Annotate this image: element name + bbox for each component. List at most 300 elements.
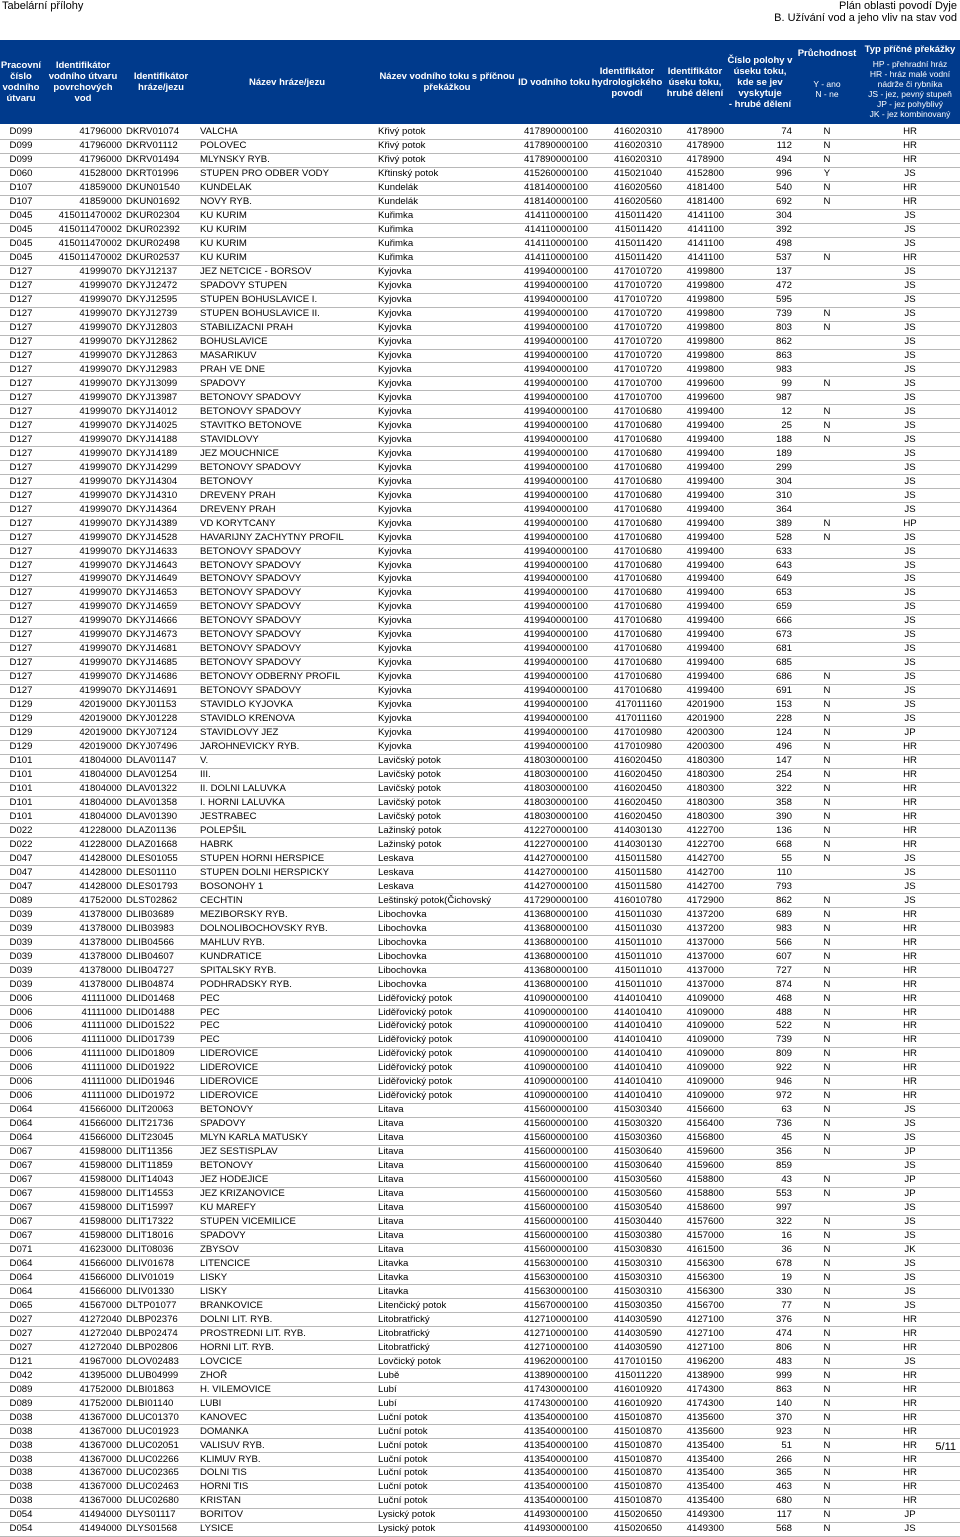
cell-dam-id: DLIT20063 [124, 1103, 198, 1117]
cell-stream-id: 419940000100 [518, 684, 590, 698]
cell-position-number: 389 [726, 517, 794, 531]
cell-dam-name: BETONOVY SPADOVY [198, 656, 376, 670]
cell-position-number: 685 [726, 656, 794, 670]
cell-stream-id: 414110000100 [518, 251, 590, 265]
cell-water-body-id: 41367000 [42, 1494, 124, 1508]
cell-stream-id: 419940000100 [518, 307, 590, 321]
cell-dam-name: STAVIDLOVY JEZ [198, 726, 376, 740]
cell-stream-id: 414110000100 [518, 223, 590, 237]
cell-work-number: D127 [0, 656, 42, 670]
cell-section-id: 4156600 [664, 1103, 726, 1117]
cell-section-id: 4180300 [664, 796, 726, 810]
cell-passability: N [794, 894, 860, 908]
cell-passability: N [794, 1131, 860, 1145]
cell-hydro-basin-id: 415030560 [590, 1173, 664, 1187]
cell-position-number: 365 [726, 1467, 794, 1481]
cell-passability: N [794, 1480, 860, 1494]
cell-water-body-id: 41111000 [42, 1089, 124, 1103]
table-row [0, 1006, 960, 1020]
cell-stream-name: Kyjovka [376, 573, 518, 587]
cell-passability: N [794, 1089, 860, 1103]
cell-barrier-type: HR [860, 1089, 960, 1103]
cell-position-number: 390 [726, 810, 794, 824]
cell-section-id: 4141100 [664, 237, 726, 251]
cell-stream-id: 413680000100 [518, 922, 590, 936]
cell-stream-name: Kundelák [376, 181, 518, 195]
cell-hydro-basin-id: 417010680 [590, 670, 664, 684]
cell-barrier-type: HR [860, 1397, 960, 1411]
cell-hydro-basin-id: 415011220 [590, 1369, 664, 1383]
cell-dam-name: SPADOVY [198, 377, 376, 391]
cell-position-number: 736 [726, 1117, 794, 1131]
cell-dam-id: DKYJ13987 [124, 391, 198, 405]
cell-barrier-type: JS [860, 670, 960, 684]
cell-position-number: 136 [726, 824, 794, 838]
cell-dam-id: DLIB04566 [124, 936, 198, 950]
cell-stream-id: 418030000100 [518, 782, 590, 796]
cell-section-id: 4109000 [664, 1061, 726, 1075]
cell-dam-id: DKRT01996 [124, 167, 198, 181]
col-header-water-body-id: Identifikátor vodního útvaru povrchových vod [48, 60, 118, 104]
cell-passability [794, 656, 860, 670]
cell-stream-name: Litavka [376, 1271, 518, 1285]
cell-work-number: D127 [0, 489, 42, 503]
cell-dam-id: DLIT11356 [124, 1145, 198, 1159]
cell-hydro-basin-id: 415021040 [590, 167, 664, 181]
table-row [0, 545, 960, 559]
cell-work-number: D022 [0, 824, 42, 838]
cell-passability: N [794, 1508, 860, 1522]
cell-work-number: D045 [0, 237, 42, 251]
cell-section-id: 4159600 [664, 1159, 726, 1173]
cell-passability [794, 586, 860, 600]
cell-work-number: D022 [0, 838, 42, 852]
cell-water-body-id: 41367000 [42, 1480, 124, 1494]
cell-dam-name: KUNDRATICE [198, 950, 376, 964]
cell-stream-name: Liděřovický potok [376, 1089, 518, 1103]
cell-dam-id: DKYJ14686 [124, 670, 198, 684]
cell-work-number: D127 [0, 559, 42, 573]
cell-stream-id: 410900000100 [518, 992, 590, 1006]
cell-dam-id: DLUC01370 [124, 1411, 198, 1425]
cell-work-number: D038 [0, 1480, 42, 1494]
cell-work-number: D099 [0, 139, 42, 153]
cell-passability: N [794, 950, 860, 964]
cell-barrier-type: HR [860, 1020, 960, 1034]
cell-stream-id: 415630000100 [518, 1285, 590, 1299]
cell-section-id: 4181400 [664, 195, 726, 209]
table-row [0, 1341, 960, 1355]
cell-work-number: D101 [0, 754, 42, 768]
table-row [0, 279, 960, 293]
cell-stream-id: 418140000100 [518, 195, 590, 209]
cell-position-number: 946 [726, 1075, 794, 1089]
cell-water-body-id: 41598000 [42, 1145, 124, 1159]
cell-stream-name: Luční potok [376, 1480, 518, 1494]
cell-dam-name: JEZ NETCICE - BORSOV [198, 265, 376, 279]
cell-stream-id: 412270000100 [518, 838, 590, 852]
cell-work-number: D064 [0, 1103, 42, 1117]
cell-passability [794, 391, 860, 405]
cell-dam-name: STUPEN BOHUSLAVICE II. [198, 307, 376, 321]
table-row [0, 852, 960, 866]
cell-stream-id: 413890000100 [518, 1369, 590, 1383]
header-right-subtitle: B. Užívání vod a jeho vliv na stav vod [774, 12, 957, 24]
cell-stream-id: 419940000100 [518, 600, 590, 614]
cell-stream-name: Lysický potok [376, 1522, 518, 1536]
cell-work-number: D006 [0, 1089, 42, 1103]
cell-section-id: 4137200 [664, 908, 726, 922]
cell-position-number: 862 [726, 335, 794, 349]
cell-stream-id: 419940000100 [518, 433, 590, 447]
cell-passability: N [794, 1355, 860, 1369]
cell-stream-name: Litenčický potok [376, 1299, 518, 1313]
cell-stream-name: Kyjovka [376, 642, 518, 656]
cell-water-body-id: 41967000 [42, 1355, 124, 1369]
cell-dam-id: DKYJ12862 [124, 335, 198, 349]
cell-position-number: 553 [726, 1187, 794, 1201]
cell-stream-name: Lavičský potok [376, 768, 518, 782]
cell-dam-id: DKUR02392 [124, 223, 198, 237]
cell-water-body-id: 41999070 [42, 642, 124, 656]
cell-hydro-basin-id: 414010410 [590, 1075, 664, 1089]
passability-legend: Y - ano N - ne [813, 79, 841, 99]
cell-work-number: D107 [0, 181, 42, 195]
cell-stream-name: Kyjovka [376, 517, 518, 531]
cell-stream-name: Leštinský potok(Čichovský [376, 894, 518, 908]
cell-barrier-type: HR [860, 950, 960, 964]
cell-dam-name: JEZ MOUCHNICE [198, 447, 376, 461]
cell-hydro-basin-id: 417010720 [590, 335, 664, 349]
cell-section-id: 4199800 [664, 293, 726, 307]
cell-stream-id: 419940000100 [518, 475, 590, 489]
table-row [0, 880, 960, 894]
cell-hydro-basin-id: 417010680 [590, 503, 664, 517]
cell-work-number: D006 [0, 992, 42, 1006]
cell-stream-id: 419940000100 [518, 405, 590, 419]
cell-work-number: D127 [0, 349, 42, 363]
cell-passability: N [794, 1313, 860, 1327]
cell-position-number: 112 [726, 139, 794, 153]
cell-barrier-type: JS [860, 237, 960, 251]
cell-section-id: 4137000 [664, 978, 726, 992]
cell-dam-name: DREVENY PRAH [198, 489, 376, 503]
cell-stream-name: Litava [376, 1243, 518, 1257]
table-body [0, 126, 960, 1536]
cell-dam-name: NOVY RYB. [198, 195, 376, 209]
cell-dam-id: DLAV01322 [124, 782, 198, 796]
cell-barrier-type: JS [860, 531, 960, 545]
cell-section-id: 4200300 [664, 726, 726, 740]
cell-section-id: 4180300 [664, 754, 726, 768]
cell-dam-name: BETONOVY [198, 1159, 376, 1173]
barrier-type-legend: HP - přehradní hráz HR - hráz malé vodní nádrže či rybníka JS - jez, pevný stupeň JP - jez pohyblivý JK - jez kombinovaný [868, 59, 952, 119]
cell-section-id: 4137000 [664, 950, 726, 964]
cell-stream-name: Liděřovický potok [376, 1006, 518, 1020]
cell-position-number: 137 [726, 265, 794, 279]
cell-section-id: 4199400 [664, 586, 726, 600]
cell-barrier-type: HR [860, 1327, 960, 1341]
cell-dam-name: LUBI [198, 1397, 376, 1411]
cell-water-body-id: 41598000 [42, 1229, 124, 1243]
cell-passability [794, 600, 860, 614]
table-row [0, 586, 960, 600]
cell-dam-id: DLST02862 [124, 894, 198, 908]
table-row [0, 1369, 960, 1383]
cell-water-body-id: 41999070 [42, 573, 124, 587]
cell-dam-name: STAVIDLO KYJOVKA [198, 698, 376, 712]
cell-water-body-id: 41598000 [42, 1187, 124, 1201]
table-row [0, 1313, 960, 1327]
table-row [0, 433, 960, 447]
cell-hydro-basin-id: 415011420 [590, 209, 664, 223]
cell-dam-name: PEC [198, 1020, 376, 1034]
cell-stream-id: 417430000100 [518, 1397, 590, 1411]
cell-work-number: D089 [0, 1397, 42, 1411]
cell-dam-id: DLIT17322 [124, 1215, 198, 1229]
cell-section-id: 4199800 [664, 321, 726, 335]
cell-hydro-basin-id: 414010410 [590, 1047, 664, 1061]
cell-dam-name: HORNI LIT. RYB. [198, 1341, 376, 1355]
table-row [0, 1103, 960, 1117]
cell-water-body-id: 41111000 [42, 1033, 124, 1047]
cell-position-number: 987 [726, 391, 794, 405]
table-row [0, 126, 960, 139]
cell-dam-name: KU KURIM [198, 209, 376, 223]
cell-work-number: D067 [0, 1201, 42, 1215]
cell-water-body-id: 41999070 [42, 321, 124, 335]
cell-work-number: D127 [0, 265, 42, 279]
cell-stream-id: 413680000100 [518, 936, 590, 950]
cell-hydro-basin-id: 416020560 [590, 195, 664, 209]
cell-passability [794, 447, 860, 461]
cell-barrier-type: JP [860, 1173, 960, 1187]
cell-work-number: D101 [0, 810, 42, 824]
cell-dam-id: DLIB04607 [124, 950, 198, 964]
cell-water-body-id: 41367000 [42, 1467, 124, 1481]
cell-barrier-type: HR [860, 810, 960, 824]
cell-passability: N [794, 1453, 860, 1467]
table-row [0, 964, 960, 978]
cell-dam-id: DLID01809 [124, 1047, 198, 1061]
cell-dam-name: BETONOVY SPADOVY [198, 405, 376, 419]
cell-dam-id: DKYJ14633 [124, 545, 198, 559]
cell-stream-id: 410900000100 [518, 1089, 590, 1103]
cell-passability [794, 237, 860, 251]
cell-dam-id: DLID01946 [124, 1075, 198, 1089]
cell-hydro-basin-id: 416020450 [590, 782, 664, 796]
cell-water-body-id: 41752000 [42, 1383, 124, 1397]
cell-stream-name: Liděřovický potok [376, 1075, 518, 1089]
cell-barrier-type: HR [860, 181, 960, 195]
cell-stream-name: Kyjovka [376, 656, 518, 670]
cell-water-body-id: 41367000 [42, 1425, 124, 1439]
cell-section-id: 4109000 [664, 1006, 726, 1020]
cell-work-number: D045 [0, 209, 42, 223]
table-row [0, 307, 960, 321]
cell-position-number: 923 [726, 1425, 794, 1439]
cell-hydro-basin-id: 417010680 [590, 489, 664, 503]
cell-water-body-id: 41228000 [42, 824, 124, 838]
cell-dam-id: DLIV01019 [124, 1271, 198, 1285]
cell-section-id: 4142700 [664, 880, 726, 894]
cell-dam-name: LIDEROVICE [198, 1047, 376, 1061]
cell-position-number: 147 [726, 754, 794, 768]
cell-dam-id: DLUC02266 [124, 1453, 198, 1467]
cell-section-id: 4199400 [664, 489, 726, 503]
cell-passability: N [794, 1425, 860, 1439]
cell-position-number: 16 [726, 1229, 794, 1243]
cell-stream-name: Lubí [376, 1383, 518, 1397]
cell-position-number: 680 [726, 1494, 794, 1508]
cell-hydro-basin-id: 415011420 [590, 251, 664, 265]
cell-hydro-basin-id: 415011580 [590, 852, 664, 866]
cell-water-body-id: 41598000 [42, 1215, 124, 1229]
cell-position-number: 463 [726, 1480, 794, 1494]
cell-work-number: D127 [0, 307, 42, 321]
cell-barrier-type: HR [860, 1033, 960, 1047]
cell-stream-name: Křivý potok [376, 139, 518, 153]
cell-stream-name: Kyjovka [376, 600, 518, 614]
cell-position-number: 863 [726, 1383, 794, 1397]
cell-dam-id: DKYJ12803 [124, 321, 198, 335]
cell-water-body-id: 41999070 [42, 559, 124, 573]
cell-water-body-id: 41378000 [42, 922, 124, 936]
cell-barrier-type: JP [860, 1145, 960, 1159]
cell-water-body-id: 41999070 [42, 628, 124, 642]
cell-dam-name: LITENCICE [198, 1257, 376, 1271]
table-row [0, 1229, 960, 1243]
table-row [0, 461, 960, 475]
table-row [0, 209, 960, 223]
cell-stream-id: 410900000100 [518, 1006, 590, 1020]
cell-dam-name: HABRK [198, 838, 376, 852]
cell-hydro-basin-id: 415030830 [590, 1243, 664, 1257]
cell-position-number: 863 [726, 349, 794, 363]
cell-stream-name: Kyjovka [376, 377, 518, 391]
cell-hydro-basin-id: 417010720 [590, 265, 664, 279]
cell-passability: N [794, 1229, 860, 1243]
cell-dam-name: MASARIKUV [198, 349, 376, 363]
table-row [0, 349, 960, 363]
table-row [0, 656, 960, 670]
cell-section-id: 4199800 [664, 335, 726, 349]
cell-work-number: D038 [0, 1425, 42, 1439]
cell-section-id: 4109000 [664, 1020, 726, 1034]
cell-position-number: 691 [726, 684, 794, 698]
cell-position-number: 972 [726, 1089, 794, 1103]
cell-passability [794, 1201, 860, 1215]
cell-section-id: 4178900 [664, 139, 726, 153]
cell-dam-id: DKUN01540 [124, 181, 198, 195]
cell-stream-id: 415600000100 [518, 1173, 590, 1187]
cell-barrier-type: JS [860, 1159, 960, 1173]
cell-section-id: 4199400 [664, 461, 726, 475]
table-row [0, 894, 960, 908]
cell-dam-name: BETONOVY SPADOVY [198, 391, 376, 405]
cell-work-number: D064 [0, 1131, 42, 1145]
cell-position-number: 692 [726, 195, 794, 209]
cell-hydro-basin-id: 415020650 [590, 1522, 664, 1536]
cell-hydro-basin-id: 417010700 [590, 377, 664, 391]
cell-dam-id: DKYJ12983 [124, 363, 198, 377]
table-row [0, 740, 960, 754]
cell-passability [794, 614, 860, 628]
cell-position-number: 266 [726, 1453, 794, 1467]
cell-stream-name: Kyjovka [376, 503, 518, 517]
cell-water-body-id: 41999070 [42, 447, 124, 461]
cell-stream-name: Litava [376, 1201, 518, 1215]
cell-dam-name: PEC [198, 1006, 376, 1020]
cell-stream-id: 419940000100 [518, 740, 590, 754]
cell-dam-id: DLUC02365 [124, 1467, 198, 1481]
cell-dam-name: DOMANKA [198, 1425, 376, 1439]
table-row [0, 391, 960, 405]
cell-position-number: 254 [726, 768, 794, 782]
cell-water-body-id: 41378000 [42, 964, 124, 978]
cell-section-id: 4201900 [664, 712, 726, 726]
cell-position-number: 498 [726, 237, 794, 251]
table-row [0, 251, 960, 265]
cell-stream-name: Kyjovka [376, 545, 518, 559]
table-row [0, 237, 960, 251]
cell-barrier-type: JS [860, 489, 960, 503]
dams-table [0, 126, 960, 1537]
cell-position-number: 117 [726, 1508, 794, 1522]
cell-stream-id: 417890000100 [518, 153, 590, 167]
cell-work-number: D038 [0, 1467, 42, 1481]
cell-barrier-type: JK [860, 1243, 960, 1257]
cell-hydro-basin-id: 417010150 [590, 1355, 664, 1369]
cell-position-number: 322 [726, 1215, 794, 1229]
cell-dam-id: DLIB03983 [124, 922, 198, 936]
cell-position-number: 19 [726, 1271, 794, 1285]
cell-stream-id: 414930000100 [518, 1522, 590, 1536]
cell-hydro-basin-id: 417010680 [590, 531, 664, 545]
cell-dam-id: DKYJ14681 [124, 642, 198, 656]
cell-water-body-id: 41999070 [42, 670, 124, 684]
table-row [0, 1117, 960, 1131]
cell-stream-id: 419940000100 [518, 545, 590, 559]
cell-dam-id: DLID01739 [124, 1033, 198, 1047]
cell-stream-id: 419940000100 [518, 321, 590, 335]
cell-dam-name: POLEPŠIL [198, 824, 376, 838]
cell-barrier-type: HR [860, 1411, 960, 1425]
cell-dam-id: DKYJ14673 [124, 628, 198, 642]
table-row [0, 1411, 960, 1425]
cell-section-id: 4180300 [664, 810, 726, 824]
cell-stream-id: 414110000100 [518, 209, 590, 223]
cell-stream-name: Kyjovka [376, 726, 518, 740]
cell-water-body-id: 41598000 [42, 1159, 124, 1173]
cell-work-number: D127 [0, 363, 42, 377]
table-row [0, 684, 960, 698]
table-row [0, 1439, 960, 1453]
cell-work-number: D042 [0, 1369, 42, 1383]
cell-dam-name: STAVIDLOVY [198, 433, 376, 447]
cell-stream-name: Litobratřický [376, 1327, 518, 1341]
table-row [0, 1425, 960, 1439]
cell-water-body-id: 41752000 [42, 1397, 124, 1411]
cell-water-body-id: 41528000 [42, 167, 124, 181]
cell-section-id: 4199800 [664, 349, 726, 363]
cell-position-number: 803 [726, 321, 794, 335]
cell-position-number: 649 [726, 573, 794, 587]
cell-section-id: 4199400 [664, 419, 726, 433]
cell-stream-id: 415600000100 [518, 1159, 590, 1173]
cell-section-id: 4158800 [664, 1173, 726, 1187]
cell-water-body-id: 41272040 [42, 1313, 124, 1327]
